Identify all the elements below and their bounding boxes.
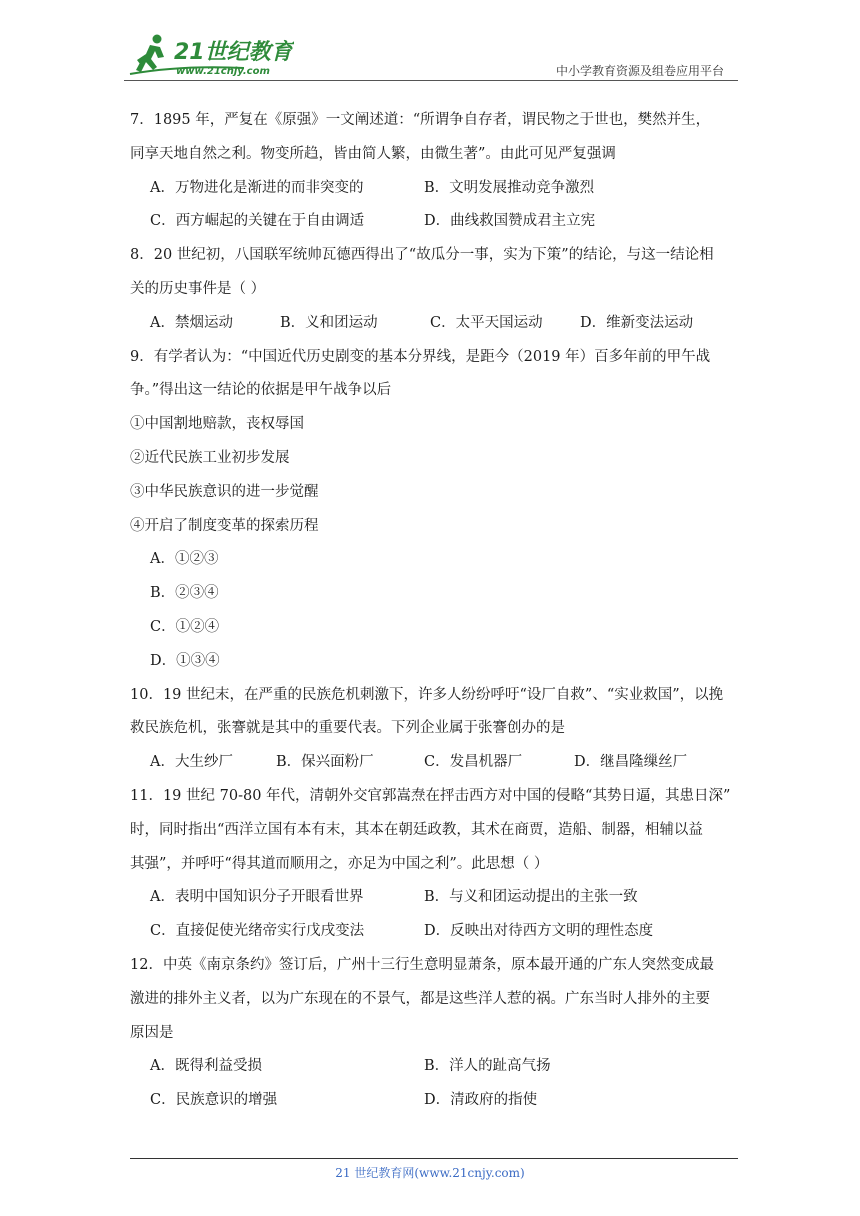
option-b: B．文明发展推动竞争激烈 [424, 179, 595, 196]
option-row [130, 205, 742, 239]
option-d: D．继昌隆缫丝厂 [574, 754, 688, 771]
question-stem-line: 8．20 世纪初，八国联军统帅瓦德西得出了“故瓜分一事，实为下策”的结论，与这一结论相 [130, 247, 714, 264]
option-a: A．禁烟运动 [150, 314, 233, 331]
question-list [130, 104, 742, 1118]
option-a: A．大生纱厂 [150, 754, 233, 771]
option-a: A．既得利益受损 [150, 1058, 262, 1075]
option-d: D．反映出对待西方文明的理性态度 [424, 923, 654, 940]
option-d: D．①③④ [150, 652, 220, 669]
option-row [130, 1084, 742, 1118]
question-stem-line: 救民族危机，张謇就是其中的重要代表。下列企业属于张謇创办的是 [130, 720, 565, 737]
question-stem-line: 12．中英《南京条约》签订后，广州十三行生意明显萧条，原本最开通的广东人突然变成最 [130, 956, 714, 973]
question-stem-line: 9．有学者认为：“中国近代历史剧变的基本分界线，是距今（2019 年）百多年前的甲午战 [130, 348, 711, 365]
question-stem-line: 其强”，并呼吁“得其道而顺用之，亦足为中国之利”。此思想（ ） [130, 855, 549, 872]
statement-item: ③中华民族意识的进一步觉醒 [130, 483, 319, 500]
question-stem-line: 10．19 世纪末，在严重的民族危机刺激下，许多人纷纷呼吁“设厂自救”、“实业救国”，以挽 [130, 686, 724, 703]
option-d: D．曲线救国赞成君主立宪 [424, 213, 596, 230]
question-stem-line: 同享天地自然之利。物变所趋，皆由简人繁，由微生著”。由此可见严复强调 [130, 145, 616, 162]
option-c: C．太平天国运动 [430, 314, 543, 331]
statement-item: ②近代民族工业初步发展 [130, 449, 290, 466]
option-row [130, 1050, 742, 1084]
question-stem-line: 7．1895 年，严复在《原强》一文阐述道：“所谓争自存者，谓民物之于世也，樊然并生， [130, 112, 711, 128]
option-c: C．发昌机器厂 [424, 754, 523, 771]
option-c: C．民族意识的增强 [150, 1092, 278, 1109]
option-a: A．①②③ [150, 551, 219, 568]
question-stem-line: 原因是 [130, 1024, 174, 1041]
question-stem-line: 争。”得出这一结论的依据是甲午战争以后 [130, 382, 392, 399]
option-row [130, 746, 742, 780]
statement-item: ④开启了制度变革的探索历程 [130, 517, 319, 534]
footer-link[interactable]: 21 世纪教育网(www.21cnjy.com) [335, 1166, 525, 1180]
option-row [130, 172, 742, 206]
option-c: C．直接促使光绪帝实行戊戌变法 [150, 923, 365, 940]
question-stem-line: 时，同时指出“西洋立国有本有末，其本在朝廷政教，其术在商贾，造船、制器，相辅以益 [130, 821, 703, 838]
svg-text:www.21cnjy.com: www.21cnjy.com [176, 66, 270, 77]
option-a: A．万物进化是渐进的而非突变的 [150, 179, 364, 196]
statement-item: ①中国割地赔款，丧权辱国 [130, 416, 304, 433]
header-divider [124, 80, 738, 81]
site-name: 中小学教育资源及组卷应用平台 [555, 64, 724, 78]
logo-21cnjy [124, 30, 294, 80]
option-d: D．维新变法运动 [580, 314, 694, 331]
question-stem-line: 11．19 世纪 70-80 年代，清朝外交官郭嵩焘在抨击西方对中国的侵略“其势日逼，其患日深” [130, 787, 731, 804]
option-b: B．②③④ [150, 585, 219, 602]
option-a: A．表明中国知识分子开眼看世界 [150, 889, 364, 906]
option-b: B．义和团运动 [280, 314, 378, 331]
option-b: B．洋人的趾高气扬 [424, 1058, 551, 1075]
option-row [130, 307, 742, 341]
option-d: D．清政府的指使 [424, 1092, 538, 1109]
svg-text:21世纪教育: 21世纪教育 [174, 40, 293, 65]
option-b: B．与义和团运动提出的主张一致 [424, 889, 638, 906]
option-c: C．西方崛起的关键在于自由调适 [150, 213, 365, 230]
question-stem-line: 关的历史事件是（ ） [130, 280, 266, 297]
option-row [130, 881, 742, 915]
option-c: C．①②④ [150, 618, 220, 635]
option-row [130, 915, 742, 949]
question-stem-line: 激进的排外主义者，以为广东现在的不景气，都是这些洋人惹的祸。广东当时人排外的主要 [130, 990, 710, 1007]
footer-divider [130, 1158, 738, 1159]
page-header [0, 0, 860, 82]
option-b: B．保兴面粉厂 [276, 754, 374, 771]
